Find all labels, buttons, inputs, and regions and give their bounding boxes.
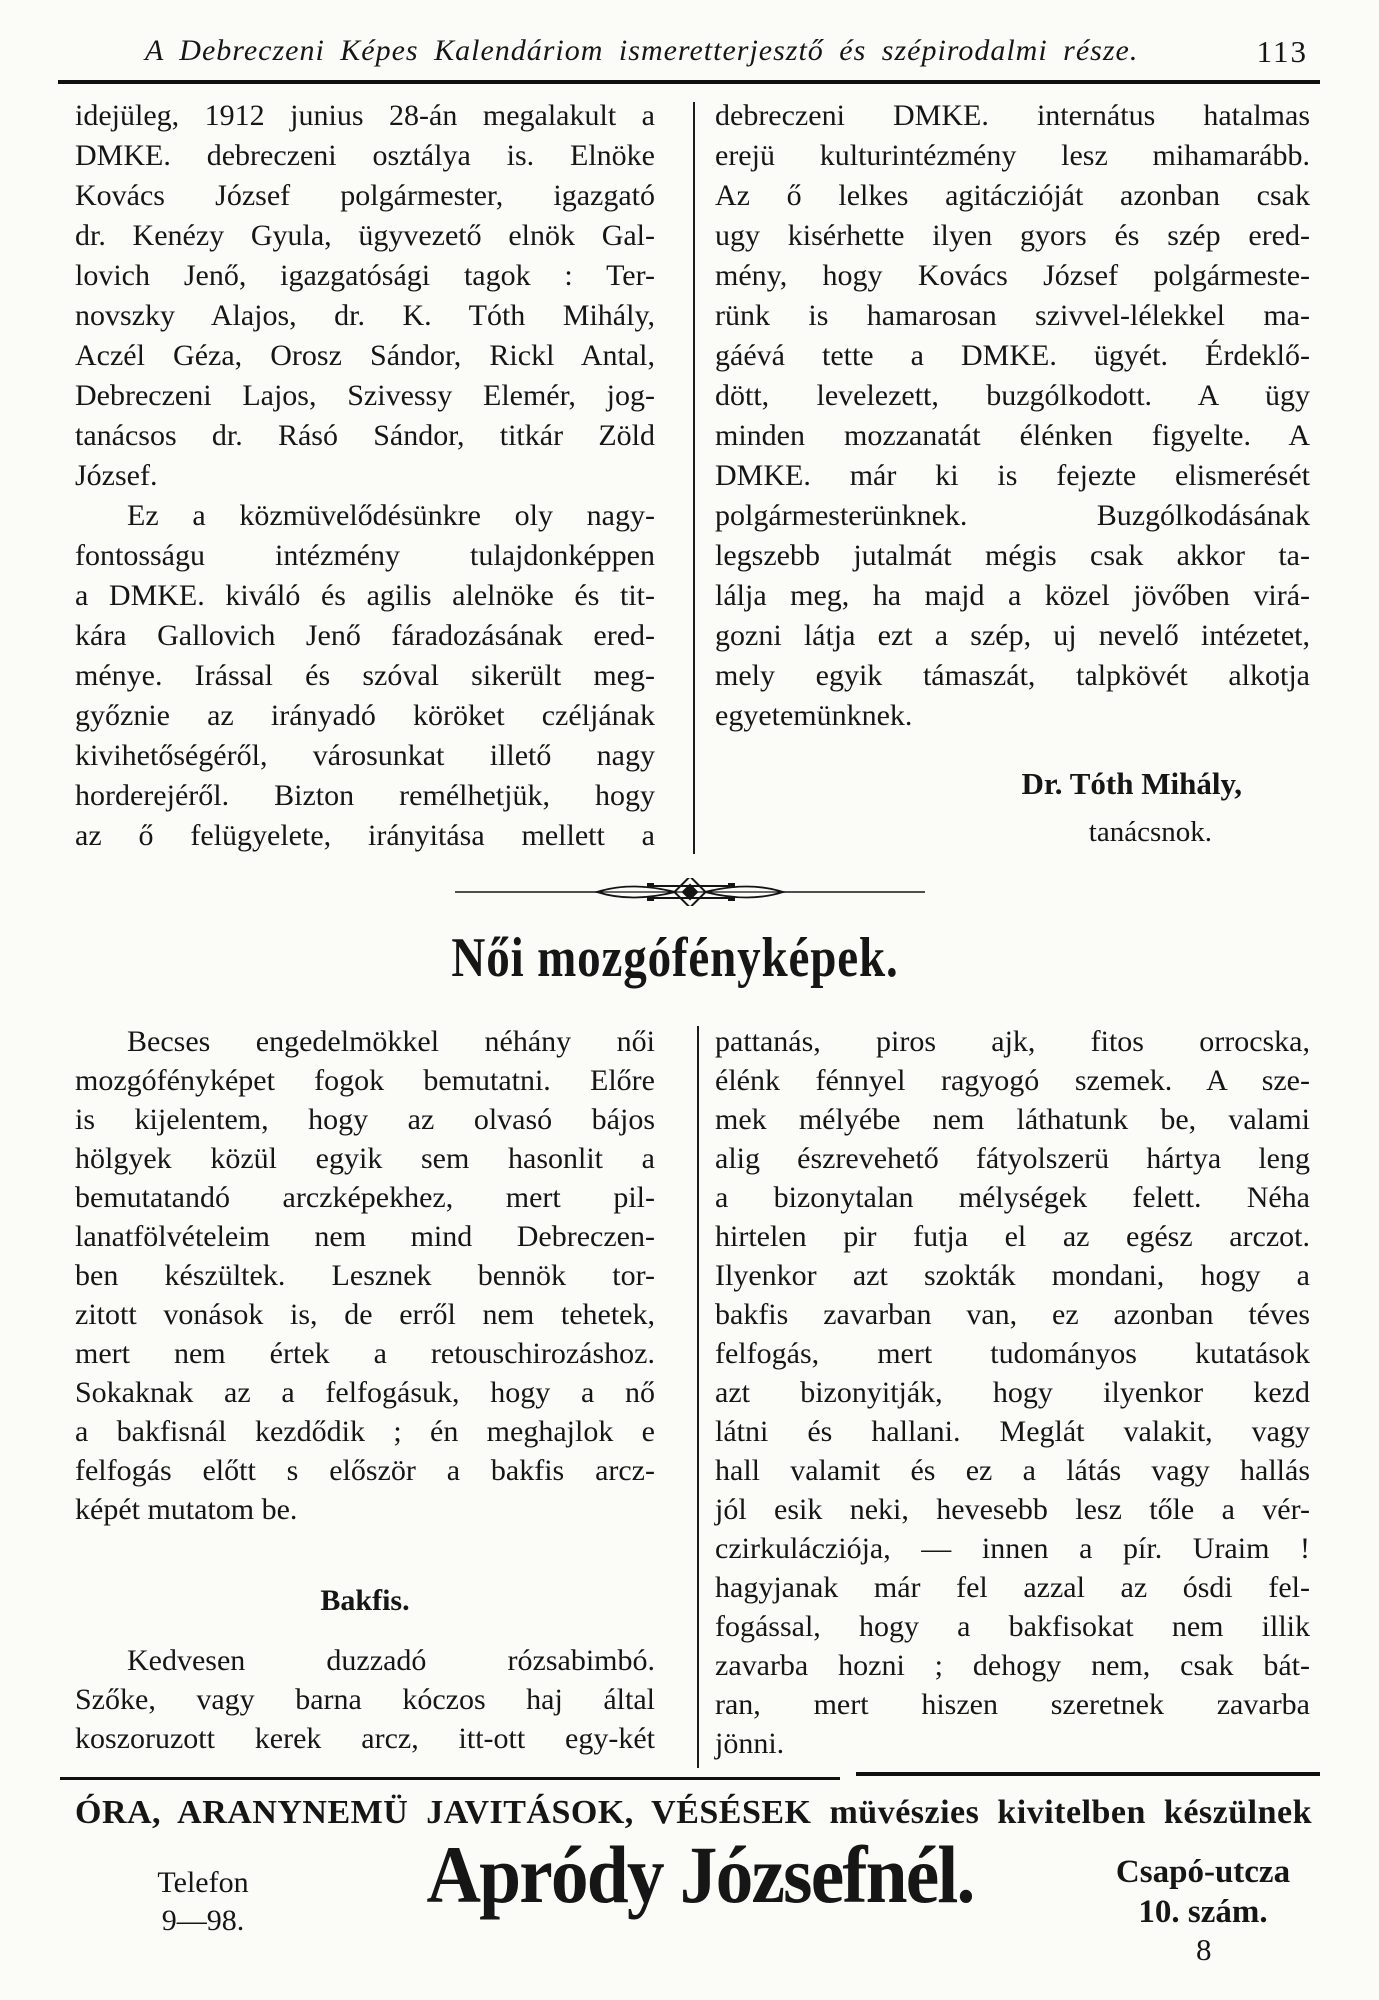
text-line: DMKE. már ki is fejezte elismerését xyxy=(715,459,1310,492)
article-dmke-right-column xyxy=(715,96,1310,852)
text-line: látni és hallani. Meglát valakit, vagy xyxy=(715,1415,1310,1448)
text-line: horderejéről. Bizton remélhetjük, hogy xyxy=(75,779,655,812)
text-line: mely egyik támaszát, talpkövét alkotja xyxy=(715,659,1310,692)
text-line: mert nem értek a retouschirozáshoz. xyxy=(75,1337,655,1370)
text-line: lanatfölvételeim nem mind Debreczen- xyxy=(75,1220,655,1253)
ad-telephone-label: Telefon xyxy=(157,1866,249,1899)
text-line: koszoruzott kerek arcz, itt-ott egy-két xyxy=(75,1722,655,1755)
ad-telephone xyxy=(128,1864,278,1940)
text-line: József. xyxy=(75,459,158,492)
text-line: Aczél Géza, Orosz Sándor, Rickl Antal, xyxy=(75,339,655,372)
column-divider xyxy=(697,1026,699,1768)
text-line: fogással, hogy a bakfisokat nem illik xyxy=(715,1610,1310,1643)
article2-left-lines-after xyxy=(75,1641,655,1758)
text-line: kára Gallovich Jenő fáradozásának ered- xyxy=(75,619,655,652)
text-line: bakfis zavarban van, ez azonban téves xyxy=(715,1298,1310,1331)
text-line: hirtelen pir futja el az egész arczot. xyxy=(715,1220,1310,1253)
text-line: Ez a közmüvelődésünkre oly nagy- xyxy=(127,499,655,532)
text-line: mény, hogy Kovács József polgármeste- xyxy=(715,259,1310,292)
text-line: is kijelentem, hogy az olvasó bájos xyxy=(75,1103,655,1136)
article-dmke-left-column xyxy=(75,96,655,856)
column-divider xyxy=(693,102,695,854)
text-line: zitott vonások is, de erről nem tehetek, xyxy=(75,1298,655,1331)
running-header xyxy=(75,34,1320,78)
signature-title: tanácsnok. xyxy=(1088,816,1212,848)
text-line: novszky Alajos, dr. K. Tóth Mihály, xyxy=(75,299,655,332)
section-divider-ornament xyxy=(455,878,925,906)
text-line: az ő felügyelete, irányitása mellett a xyxy=(75,819,655,852)
text-line: azt bizonyitják, hogy ilyenkor kezd xyxy=(715,1376,1310,1409)
text-line: Kovács József polgármester, igazgató xyxy=(75,179,655,212)
text-line: képét mutatom be. xyxy=(75,1493,298,1526)
sheet-number: 8 xyxy=(1196,1932,1212,1967)
text-line: czirkulácziója, — innen a pír. Uraim ! xyxy=(715,1532,1310,1565)
text-line: a bakfisnál kezdődik ; én meghajlok e xyxy=(75,1415,655,1448)
article2-left-column xyxy=(75,1022,655,1758)
ad-telephone-number: 9—98. xyxy=(161,1904,245,1937)
header-title: A Debreczeni Képes Kalendáriom ismeretterjesztő és szépirodalmi része. xyxy=(145,34,1139,67)
text-line: lovich Jenő, igazgatósági tagok : Ter- xyxy=(75,259,655,292)
text-line: tanácsos dr. Rásó Sándor, titkár Zöld xyxy=(75,419,655,452)
text-line: mozgófényképet fogok bemutatni. Előre xyxy=(75,1064,655,1097)
article-dmke-right-lines xyxy=(715,96,1310,736)
text-line: a bizonytalan mélységek felett. Néha xyxy=(715,1181,1310,1214)
text-line: Becses engedelmökkel néhány női xyxy=(127,1025,655,1058)
text-line: a DMKE. kiváló és agilis alelnöke és tit- xyxy=(75,579,655,612)
text-line: rünk is hamarosan szivvel-lélekkel ma- xyxy=(715,299,1310,332)
text-line: jönni. xyxy=(715,1727,785,1760)
flourish-divider-icon xyxy=(455,878,925,906)
text-line: lálja meg, ha majd a közel jövőben virá- xyxy=(715,579,1310,612)
text-line: Debreczeni Lajos, Szivessy Elemér, jog- xyxy=(75,379,655,412)
text-line: ben készültek. Lesznek bennök tor- xyxy=(75,1259,655,1292)
text-line: minden mozzanatát élénken figyelte. A xyxy=(715,419,1310,452)
text-line: mek mélyébe nem láthatunk be, valami xyxy=(715,1103,1310,1136)
text-line: egyetemünknek. xyxy=(715,699,913,732)
ad-rule-right xyxy=(856,1772,1320,1776)
text-line: kivihetőségéről, városunkat illető nagy xyxy=(75,739,655,772)
text-line: zavarba hozni ; dehogy nem, csak bát- xyxy=(715,1649,1310,1682)
header-rule xyxy=(58,80,1320,84)
ad-address xyxy=(1088,1852,1318,1932)
text-line: felfogás előtt s először a bakfis arcz- xyxy=(75,1454,655,1487)
ad-rule-left xyxy=(60,1777,840,1780)
ad-address-number: 10. szám. xyxy=(1138,1894,1268,1930)
text-line: pattanás, piros ajk, fitos orrocska, xyxy=(715,1025,1310,1058)
text-line: fontosságu intézmény tulajdonképpen xyxy=(75,539,655,572)
text-line: Az ő lelkes agitáczióját azonban csak xyxy=(715,179,1310,212)
text-line: hagyjanak már fel azzal az ósdi fel- xyxy=(715,1571,1310,1604)
text-line: legszebb jutalmát mégis csak akkor ta- xyxy=(715,539,1310,572)
text-line: győznie az irányadó köröket czéljának xyxy=(75,699,655,732)
text-line: gozni látja ezt a szép, uj nevelő intézetet, xyxy=(715,619,1310,652)
ad-business-name: Apródy Józsefnél. xyxy=(426,1829,974,1920)
text-line: bemutatandó arczképekhez, mert pil- xyxy=(75,1181,655,1214)
text-line: élénk fénnyel ragyogó szemek. A sze- xyxy=(715,1064,1310,1097)
text-line: alig észrevehető fátyolszerü hártya leng xyxy=(715,1142,1310,1175)
page-number: 113 xyxy=(1256,34,1308,69)
text-line: debreczeni DMKE. internátus hatalmas xyxy=(715,99,1310,132)
text-line: hölgyek közül egyik sem hasonlit a xyxy=(75,1142,655,1175)
text-line: Sokaknak az a felfogásuk, hogy a nő xyxy=(75,1376,655,1409)
article2-left-lines xyxy=(75,1022,655,1529)
signature-block xyxy=(715,764,1310,852)
article-title: Női mozgófényképek. xyxy=(451,927,899,989)
ad-headline: ÓRA, ARANYNEMÜ JAVITÁSOK, VÉSÉSEK müvészies kivitelben készülnek xyxy=(75,1794,1312,1831)
text-line: jól esik neki, hevesebb lesz tőle a vér- xyxy=(715,1493,1310,1526)
text-line: polgármesterünknek. Buzgólkodásának xyxy=(715,499,1310,532)
text-line: Ilyenkor azt szokták mondani, hogy a xyxy=(715,1259,1310,1292)
text-line: Kedvesen duzzadó rózsabimbó. xyxy=(127,1644,655,1677)
text-line: gáévá tette a DMKE. ügyét. Érdeklő- xyxy=(715,339,1310,372)
text-line: erejü kulturintézmény lesz mihamarább. xyxy=(715,139,1310,172)
text-line: ran, mert hiszen szeretnek zavarba xyxy=(715,1688,1310,1721)
text-line: ménye. Irással és szóval sikerült meg- xyxy=(75,659,655,692)
text-line: idejüleg, 1912 junius 28-án megalakult a xyxy=(75,99,655,132)
text-line: dr. Kenézy Gyula, ügyvezető elnök Gal- xyxy=(75,219,655,252)
text-line: dött, levelezett, buzgólkodott. A ügy xyxy=(715,379,1310,412)
text-line: ugy kisérhette ilyen gyors és szép ered- xyxy=(715,219,1310,252)
text-line: DMKE. debreczeni osztálya is. Elnöke xyxy=(75,139,655,172)
text-line: hall valamit és ez a látás vagy hallás xyxy=(715,1454,1310,1487)
article2-right-column xyxy=(715,1022,1310,1763)
text-line: Szőke, vagy barna kóczos haj által xyxy=(75,1683,655,1716)
signature-name: Dr. Tóth Mihály, xyxy=(1021,766,1242,801)
ad-address-street: Csapó-utcza xyxy=(1115,1854,1291,1890)
subheading-bakfis: Bakfis. xyxy=(320,1584,410,1617)
text-line: felfogás, mert tudományos kutatások xyxy=(715,1337,1310,1370)
